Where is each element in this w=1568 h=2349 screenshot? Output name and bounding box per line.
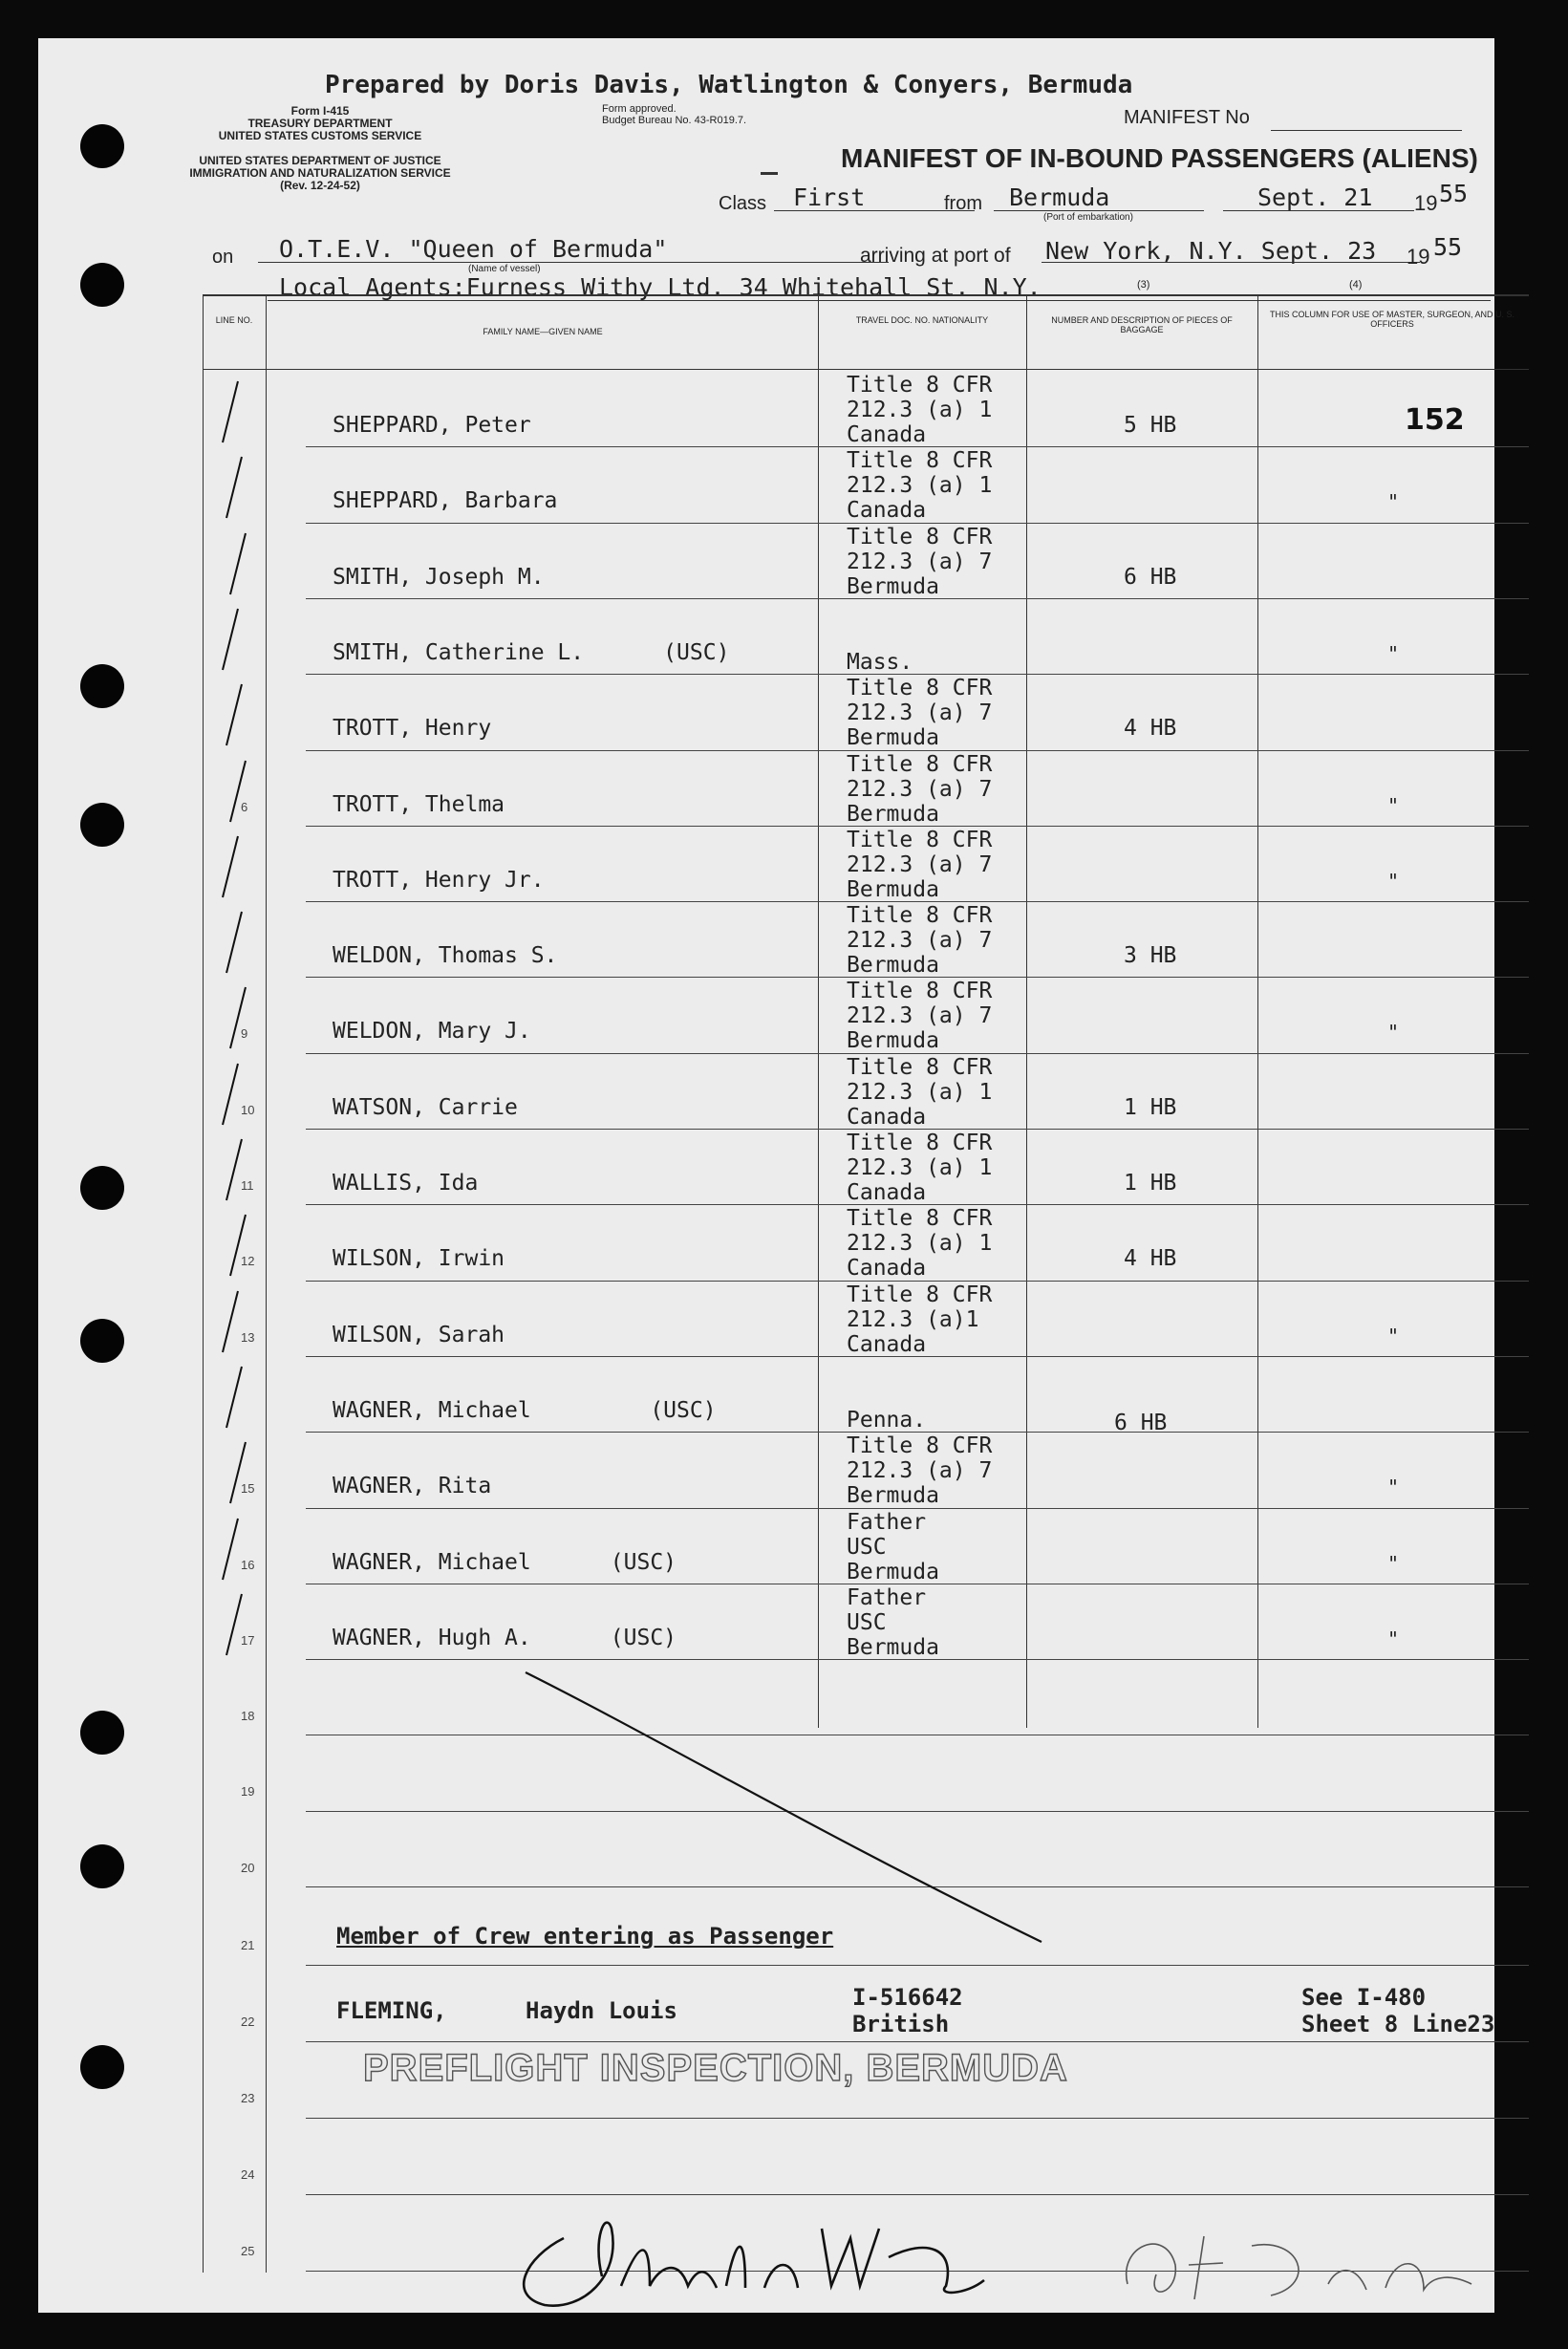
document-line: Father — [847, 1584, 927, 1610]
preflight-inspection-stamp: PREFLIGHT INSPECTION, BERMUDA — [363, 2047, 1068, 2089]
line-number: 25 — [241, 2244, 255, 2258]
document-line — [847, 600, 913, 625]
passenger-name: WATSON, Carrie — [333, 1094, 518, 1120]
line-number: 16 — [241, 1557, 255, 1572]
travel-document — [847, 1510, 939, 1584]
col-baggage: NUMBER AND DESCRIPTION OF PIECES OF BAGGAGE — [1051, 315, 1233, 334]
crew-document: I-516642 British — [852, 1984, 963, 2037]
document-line: Canada — [847, 1180, 927, 1205]
row-rule — [306, 2194, 1529, 2195]
agents-rule — [268, 300, 1491, 301]
travel-document — [847, 1282, 992, 1357]
travel-document — [847, 1055, 992, 1130]
vessel-rule — [258, 262, 889, 263]
name-col-border — [266, 294, 267, 2273]
document-line: 212.3 (a) 7 — [847, 700, 993, 726]
travel-document — [847, 903, 992, 978]
signature-charles — [506, 2200, 1003, 2315]
arrival-year: 55 — [1433, 233, 1463, 261]
document-line: Title 8 CFR — [847, 827, 993, 852]
document-line: 212.3 (a) 7 — [847, 928, 993, 954]
class-label: Class — [719, 193, 767, 214]
travel-document — [847, 1206, 992, 1281]
department-block: UNITED STATES DEPARTMENT OF JUSTICE IMMIGRATION AND NATURALIZATION SERVICE (Rev. 12-24-52) — [189, 154, 451, 192]
line-number: 18 — [241, 1709, 255, 1724]
document-line: 212.3 (a) 1 — [847, 398, 993, 422]
passenger-name: WILSON, Sarah — [333, 1322, 505, 1347]
document-line: Bermuda — [847, 876, 939, 902]
vessel-caption: (Name of vessel) — [468, 264, 541, 274]
travel-document — [847, 525, 992, 599]
binder-hole — [80, 2045, 124, 2089]
binder-hole — [80, 664, 124, 708]
cancellation-stroke — [38, 38, 1494, 2313]
line-number: 12 — [241, 1254, 255, 1269]
depart-year: 55 — [1439, 180, 1469, 207]
document-line: Bermuda — [847, 1559, 939, 1584]
binder-hole — [80, 263, 124, 307]
officer-ditto: " — [1387, 490, 1400, 514]
document-line: Penna. — [847, 1407, 927, 1433]
document-line: Bermuda — [847, 725, 939, 751]
manifest-title: MANIFEST OF IN-BOUND PASSENGERS (ALIENS) — [841, 143, 1478, 173]
document-line: Bermuda — [847, 1483, 939, 1509]
baggage-count: 3 HB — [1124, 943, 1177, 969]
officer-ditto: " — [1387, 793, 1400, 817]
passenger-name: TROTT, Thelma — [333, 791, 505, 817]
document-line — [847, 625, 913, 650]
travel-document — [847, 1131, 992, 1205]
column-3-number: (3) — [1137, 279, 1150, 291]
travel-document — [847, 1358, 926, 1433]
line-number: 21 — [241, 1938, 255, 1952]
row-rule — [306, 2041, 1529, 2042]
document-line: Bermuda — [847, 1028, 939, 1054]
manifest-no-rule — [1271, 130, 1462, 131]
officer-ditto: " — [1387, 1476, 1400, 1499]
line-number: 23 — [241, 2091, 255, 2105]
officer-ditto: " — [1387, 1324, 1400, 1347]
crew-note: See I-480 Sheet 8 Line23 — [1301, 1984, 1495, 2037]
document-line: Title 8 CFR — [847, 1206, 993, 1232]
document-line: Title 8 CFR — [847, 1054, 993, 1080]
check-mark — [226, 912, 243, 974]
document-line: 212.3 (a) 7 — [847, 851, 993, 877]
preparer-line: Prepared by Doris Davis, Watlington & Conyers, Bermuda — [325, 71, 1133, 99]
from-label: from — [944, 193, 982, 214]
document-line: Bermuda — [847, 573, 939, 599]
travel-document — [847, 752, 992, 827]
binder-hole — [80, 124, 124, 168]
vessel-name: O.T.E.V. "Queen of Bermuda" — [279, 235, 668, 263]
baggage-count: 5 HB — [1124, 413, 1177, 438]
check-mark — [222, 1518, 239, 1580]
line-number: 6 — [241, 799, 248, 814]
document-line: Canada — [847, 1256, 927, 1282]
col-name: FAMILY NAME—GIVEN NAME — [483, 327, 603, 336]
row-rule — [306, 1811, 1529, 1812]
line-col-border — [203, 294, 204, 2273]
document-line: Title 8 CFR — [847, 751, 993, 777]
passenger-name: WILSON, Irwin — [333, 1246, 505, 1272]
document-line: Title 8 CFR — [847, 1131, 993, 1155]
document-line: Title 8 CFR — [847, 903, 993, 929]
document-line: 212.3 (a) 1 — [847, 473, 993, 499]
check-mark — [222, 836, 239, 898]
page-number: 152 — [1405, 403, 1465, 437]
passenger-name: SHEPPARD, Peter — [333, 413, 531, 438]
document-line: Title 8 CFR — [847, 373, 993, 398]
depart-year-prefix: 19 — [1414, 191, 1438, 215]
document-line: Title 8 CFR — [847, 979, 993, 1004]
embark-port: Bermuda — [1009, 183, 1110, 211]
line-number: 20 — [241, 1860, 255, 1875]
check-mark — [222, 381, 239, 443]
baggage-count: 1 HB — [1124, 1094, 1177, 1120]
binder-hole — [80, 1166, 124, 1210]
line-number: 9 — [241, 1026, 248, 1042]
column-4-number: (4) — [1349, 279, 1363, 291]
document-line: Title 8 CFR — [847, 524, 993, 550]
passenger-name: SMITH, Catherine L. (USC) — [333, 639, 730, 665]
line-number: 19 — [241, 1784, 255, 1799]
travel-document — [847, 1585, 939, 1660]
arrival-port-date: New York, N.Y. Sept. 23 — [1045, 237, 1377, 265]
row-rule — [306, 674, 1529, 675]
local-agents: Local Agents:Furness Withy Ltd. 34 Whitehall St. N.Y. — [279, 273, 1042, 301]
header-row-rule — [203, 369, 1529, 370]
passenger-name: TROTT, Henry Jr. — [333, 867, 545, 893]
passenger-name: SMITH, Joseph M. — [333, 564, 545, 590]
officer-ditto: " — [1387, 641, 1400, 665]
document-line: USC — [847, 1609, 887, 1635]
travel-document — [847, 1433, 992, 1508]
line-number: 17 — [241, 1632, 255, 1648]
check-mark — [222, 1063, 239, 1125]
passenger-name: WALLIS, Ida — [333, 1171, 479, 1196]
class-value: First — [793, 183, 866, 211]
check-mark — [226, 1367, 243, 1429]
passenger-name: WELDON, Mary J. — [333, 1019, 531, 1045]
binder-hole — [80, 1711, 124, 1755]
baggage-count: 4 HB — [1124, 716, 1177, 742]
document-line: Bermuda — [847, 801, 939, 827]
row-rule — [306, 1965, 1529, 1966]
document-line — [847, 1358, 926, 1383]
check-mark — [229, 532, 247, 594]
officer-ditto: " — [1387, 869, 1400, 893]
check-mark — [226, 457, 243, 519]
binder-hole — [80, 1844, 124, 1888]
document-line: Bermuda — [847, 953, 939, 979]
document-line: Title 8 CFR — [847, 1282, 993, 1307]
document-line: Father — [847, 1509, 927, 1535]
document-line: Title 8 CFR — [847, 1433, 993, 1459]
passenger-name: WAGNER, Rita — [333, 1474, 492, 1499]
officer-ditto: " — [1387, 1551, 1400, 1575]
doc-col-border — [818, 294, 819, 1728]
arriving-label: arriving at port of — [860, 245, 1011, 267]
document-line — [847, 1383, 926, 1408]
row-rule — [306, 2118, 1529, 2119]
document-line: 212.3 (a) 7 — [847, 549, 993, 574]
check-mark — [222, 1290, 239, 1352]
document-line: Canada — [847, 1331, 927, 1357]
document-line: Canada — [847, 422, 927, 447]
travel-document — [847, 448, 992, 523]
line-number: 24 — [241, 2167, 255, 2182]
line-number: 11 — [241, 1178, 254, 1193]
travel-document — [847, 828, 992, 902]
document-line: Canada — [847, 498, 927, 524]
crew-surname: FLEMING, — [336, 1997, 447, 2024]
document-line: 212.3 (a) 7 — [847, 1003, 993, 1029]
title-dash — [761, 172, 778, 175]
document-line: 212.3 (a) 1 — [847, 1155, 993, 1180]
arrival-rule — [1042, 262, 1420, 263]
crew-given-name: Haydn Louis — [526, 1997, 677, 2024]
document-line: Bermuda — [847, 1634, 939, 1660]
depart-date-rule — [1223, 210, 1414, 211]
manifest-sheet — [38, 38, 1515, 2313]
travel-document — [847, 373, 992, 447]
line-number: 15 — [241, 1481, 255, 1497]
passenger-name: TROTT, Henry — [333, 716, 492, 742]
baggage-count: 6 HB — [1124, 564, 1177, 590]
document-line: Mass. — [847, 649, 913, 675]
binder-hole — [80, 1319, 124, 1363]
check-mark — [222, 609, 239, 671]
col-travel-doc: TRAVEL DOC. NO. NATIONALITY — [855, 315, 989, 325]
baggage-count: 1 HB — [1124, 1171, 1177, 1196]
line-number: 22 — [241, 2015, 255, 2029]
bag-col-border — [1026, 294, 1027, 1728]
off-col-border — [1257, 294, 1258, 1728]
document-line: 212.3 (a) 7 — [847, 776, 993, 802]
travel-document — [847, 600, 913, 675]
document-line: 212.3 (a) 1 — [847, 1231, 993, 1257]
line-number: 10 — [241, 1102, 255, 1117]
table-top-border — [203, 294, 1529, 296]
col-officers: THIS COLUMN FOR USE OF MASTER, SURGEON, AND U. S. OFFICERS — [1269, 310, 1515, 329]
row-rule — [306, 1886, 1529, 1887]
passenger-name: WAGNER, Michael (USC) — [333, 1549, 677, 1575]
embark-caption: (Port of embarkation) — [1043, 212, 1133, 223]
crew-heading: Member of Crew entering as Passenger — [336, 1923, 834, 1950]
travel-document — [847, 676, 992, 750]
baggage-count: 4 HB — [1124, 1246, 1177, 1272]
embark-rule — [994, 210, 1204, 211]
document-line: 212.3 (a) 1 — [847, 1079, 993, 1105]
col-line-no: LINE NO. — [215, 315, 253, 325]
document-line: Title 8 CFR — [847, 676, 993, 701]
depart-date: Sept. 21 — [1257, 183, 1373, 211]
officer-ditto: " — [1387, 1627, 1400, 1650]
form-id-block: Form I-415 TREASURY DEPARTMENT UNITED STATES CUSTOMS SERVICE — [218, 104, 422, 142]
document-line: USC — [847, 1534, 887, 1560]
wagner-baggage: 6 HB — [1114, 1411, 1168, 1435]
document-line: Canada — [847, 1104, 927, 1130]
passenger-name: WELDON, Thomas S. — [333, 943, 558, 969]
approval-note: Form approved. Budget Bureau No. 43-R019.7. — [602, 103, 747, 126]
travel-document — [847, 979, 992, 1053]
passenger-name: SHEPPARD, Barbara — [333, 488, 558, 514]
document-line: 212.3 (a)1 — [847, 1306, 979, 1332]
check-mark — [226, 684, 243, 746]
signature-officer — [1108, 2208, 1491, 2313]
officer-ditto: " — [1387, 1021, 1400, 1045]
document-line: 212.3 (a) 7 — [847, 1458, 993, 1484]
binder-hole — [80, 803, 124, 847]
manifest-no-label: MANIFEST No — [1124, 107, 1250, 128]
arrival-year-prefix: 19 — [1407, 245, 1430, 269]
passenger-name: WAGNER, Hugh A. (USC) — [333, 1625, 677, 1650]
line-number: 13 — [241, 1329, 255, 1345]
on-label: on — [212, 247, 234, 268]
passenger-name: WAGNER, Michael (USC) — [333, 1397, 717, 1423]
document-line: Title 8 CFR — [847, 448, 993, 474]
